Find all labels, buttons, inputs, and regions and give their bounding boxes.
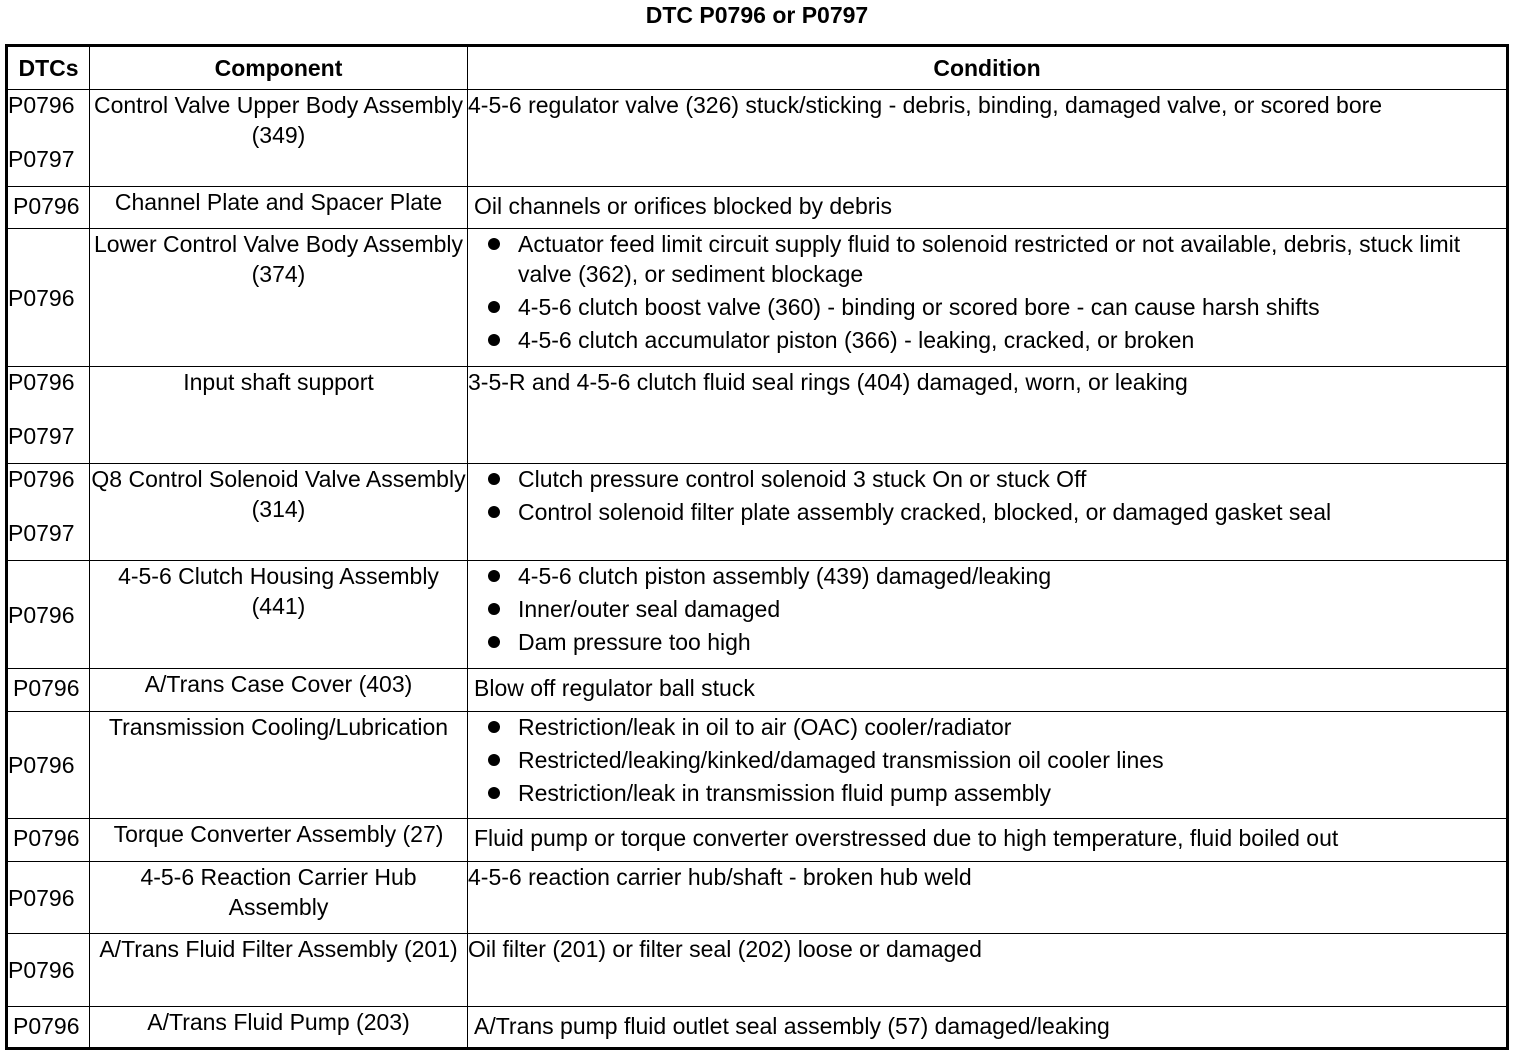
condition-bullet: 4-5-6 clutch piston assembly (439) damaged/leaking bbox=[486, 561, 1506, 591]
dtc-table bbox=[5, 44, 1509, 1050]
condition-cell bbox=[468, 229, 1508, 367]
dtc-cell bbox=[7, 90, 90, 187]
condition-cell: 4-5-6 reaction carrier hub/shaft - broken hub weld bbox=[468, 862, 1508, 934]
condition-bullet: Control solenoid filter plate assembly cracked, blocked, or damaged gasket seal bbox=[486, 497, 1506, 527]
component-cell: A/Trans Fluid Pump (203) bbox=[90, 1007, 468, 1049]
header-dtcs: DTCs bbox=[7, 46, 90, 90]
condition-cell bbox=[468, 561, 1508, 669]
dtc-cell bbox=[7, 464, 90, 561]
dtc-code: P0796 bbox=[8, 957, 75, 983]
dtc-code: P0796 bbox=[8, 284, 75, 311]
condition-bullet: 4-5-6 clutch accumulator piston (366) - leaking, cracked, or broken bbox=[486, 325, 1506, 355]
dtc-cell bbox=[7, 712, 90, 819]
page-title: DTC P0796 or P0797 bbox=[645, 2, 869, 28]
dtc-cell bbox=[7, 819, 90, 862]
table-row bbox=[7, 90, 1508, 187]
condition-bullet: 4-5-6 clutch boost valve (360) - binding or scored bore - can cause harsh shifts bbox=[486, 292, 1506, 322]
condition-bullet: Restriction/leak in transmission fluid pump assembly bbox=[486, 778, 1506, 808]
dtc-cell bbox=[7, 669, 90, 712]
dtc-code: P0797 bbox=[8, 423, 75, 449]
dtc-code: P0796 bbox=[13, 825, 80, 851]
table-row bbox=[7, 712, 1508, 819]
dtc-code: P0796 bbox=[8, 884, 75, 911]
condition-cell: Blow off regulator ball stuck bbox=[468, 669, 1508, 712]
dtc-code: P0796 bbox=[8, 466, 75, 492]
condition-cell bbox=[468, 712, 1508, 819]
component-cell: Control Valve Upper Body Assembly (349) bbox=[90, 90, 468, 187]
dtc-code: P0796 bbox=[8, 752, 75, 778]
header-condition: Condition bbox=[468, 46, 1508, 90]
table-row bbox=[7, 561, 1508, 669]
condition-bullet: Actuator feed limit circuit supply fluid to solenoid restricted or not available, debris, stuck limit valve (362), or sediment blockage bbox=[486, 229, 1506, 289]
condition-cell: 3-5-R and 4-5-6 clutch fluid seal rings (404) damaged, worn, or leaking bbox=[468, 367, 1508, 464]
component-cell: A/Trans Fluid Filter Assembly (201) bbox=[90, 934, 468, 1007]
table-row bbox=[7, 862, 1508, 934]
component-cell: Q8 Control Solenoid Valve Assembly (314) bbox=[90, 464, 468, 561]
condition-cell bbox=[468, 464, 1508, 561]
table-row bbox=[7, 669, 1508, 712]
condition-cell: Fluid pump or torque converter overstressed due to high temperature, fluid boiled out bbox=[468, 819, 1508, 862]
table-row bbox=[7, 187, 1508, 229]
table-row bbox=[7, 464, 1508, 561]
dtc-cell bbox=[7, 934, 90, 1007]
condition-bullet: Clutch pressure control solenoid 3 stuck On or stuck Off bbox=[486, 464, 1506, 494]
dtc-cell bbox=[7, 367, 90, 464]
table-row bbox=[7, 229, 1508, 367]
component-cell: 4-5-6 Reaction Carrier Hub Assembly bbox=[90, 862, 468, 934]
component-cell: Lower Control Valve Body Assembly (374) bbox=[90, 229, 468, 367]
condition-bullet: Inner/outer seal damaged bbox=[486, 594, 1506, 624]
condition-bullet: Dam pressure too high bbox=[486, 627, 1506, 657]
dtc-code: P0796 bbox=[13, 1013, 80, 1039]
dtc-code: P0797 bbox=[8, 520, 75, 546]
table-row bbox=[7, 819, 1508, 862]
table-row bbox=[7, 934, 1508, 1007]
condition-list bbox=[468, 712, 1506, 808]
component-cell: A/Trans Case Cover (403) bbox=[90, 669, 468, 712]
header-row bbox=[7, 46, 1508, 90]
component-cell: Channel Plate and Spacer Plate bbox=[90, 187, 468, 229]
condition-cell: A/Trans pump fluid outlet seal assembly (57) damaged/leaking bbox=[468, 1007, 1508, 1049]
component-cell: Torque Converter Assembly (27) bbox=[90, 819, 468, 862]
dtc-cell bbox=[7, 1007, 90, 1049]
condition-cell: Oil channels or orifices blocked by debris bbox=[468, 187, 1508, 229]
component-cell: Transmission Cooling/Lubrication bbox=[90, 712, 468, 819]
dtc-code: P0796 bbox=[13, 193, 80, 219]
table-row bbox=[7, 367, 1508, 464]
condition-cell: Oil filter (201) or filter seal (202) loose or damaged bbox=[468, 934, 1508, 1007]
condition-list bbox=[468, 464, 1506, 527]
dtc-cell bbox=[7, 561, 90, 669]
dtc-code: P0796 bbox=[13, 675, 80, 701]
dtc-code: P0797 bbox=[8, 146, 75, 172]
condition-bullet: Restriction/leak in oil to air (OAC) cooler/radiator bbox=[486, 712, 1506, 742]
condition-list bbox=[468, 561, 1506, 657]
condition-list bbox=[468, 229, 1506, 355]
header-component: Component bbox=[90, 46, 468, 90]
dtc-code: P0796 bbox=[8, 369, 75, 395]
dtc-cell bbox=[7, 229, 90, 367]
component-cell: Input shaft support bbox=[90, 367, 468, 464]
dtc-code: P0796 bbox=[8, 601, 75, 628]
table-row bbox=[7, 1007, 1508, 1049]
dtc-cell bbox=[7, 187, 90, 229]
condition-cell: 4-5-6 regulator valve (326) stuck/sticking - debris, binding, damaged valve, or scored bore bbox=[468, 90, 1508, 187]
component-cell: 4-5-6 Clutch Housing Assembly (441) bbox=[90, 561, 468, 669]
condition-bullet: Restricted/leaking/kinked/damaged transmission oil cooler lines bbox=[486, 745, 1506, 775]
dtc-code: P0796 bbox=[8, 92, 75, 118]
dtc-cell bbox=[7, 862, 90, 934]
